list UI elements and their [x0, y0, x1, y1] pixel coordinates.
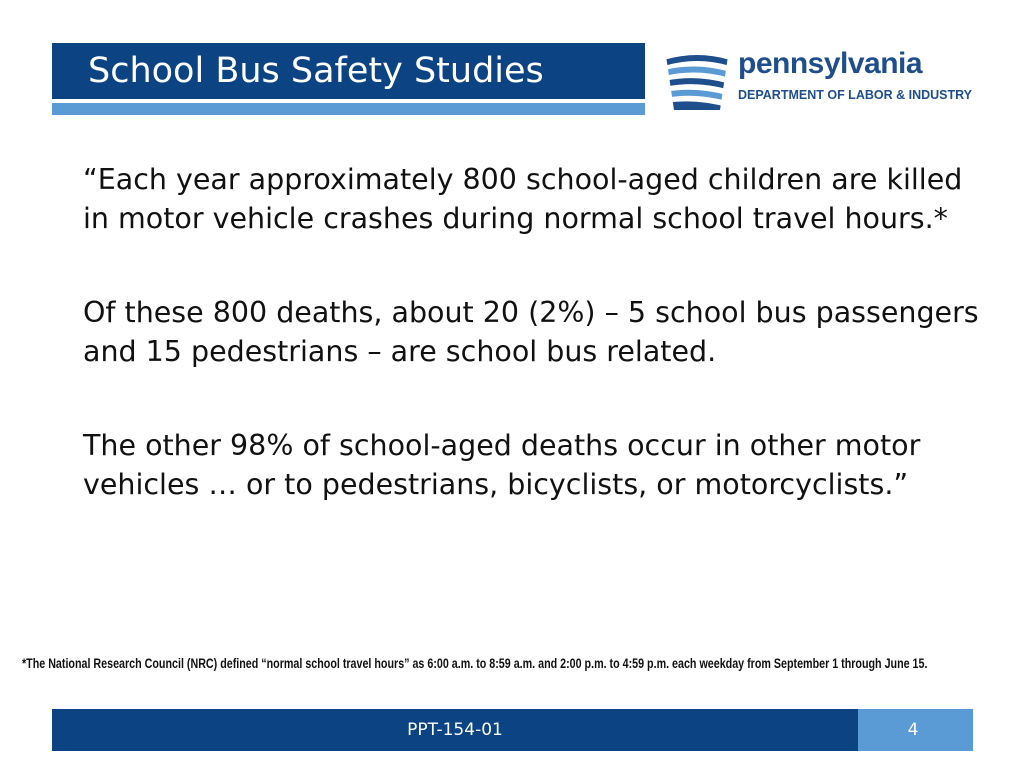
- paragraph-3: The other 98% of school-aged deaths occur in other motor vehicles … or to pedestrians, bicyclists, or motorcyclists.”: [83, 429, 921, 501]
- page-number-box: [858, 709, 973, 751]
- paragraph-2: Of these 800 deaths, about 20 (2%) – 5 school bus passengers and 15 pedestrians – are school bus related.: [83, 296, 979, 368]
- slide-title: School Bus Safety Studies: [88, 51, 544, 91]
- slide-body: [83, 160, 983, 559]
- logo-department: DEPARTMENT OF LABOR & INDUSTRY: [738, 88, 973, 102]
- paragraph-1: “Each year approximately 800 school-aged children are killed in motor vehicle crashes during normal school travel hours.*: [83, 163, 963, 235]
- keystone-icon: [664, 46, 730, 112]
- title-bar: [52, 43, 645, 99]
- logo-name: pennsylvania: [738, 47, 923, 80]
- title-underline: [52, 103, 645, 115]
- pa-logo: [664, 44, 984, 114]
- page-number: 4: [907, 720, 919, 740]
- footer-bar: [52, 709, 858, 751]
- footnote: *The National Research Council (NRC) defined “normal school travel hours” as 6:00 a.m. to 8:59 a.m. and 2:00 p.m. to 4:59 p.m. each weekday from September 1 through June 15.: [22, 656, 928, 671]
- presentation-code: PPT-154-01: [407, 720, 503, 740]
